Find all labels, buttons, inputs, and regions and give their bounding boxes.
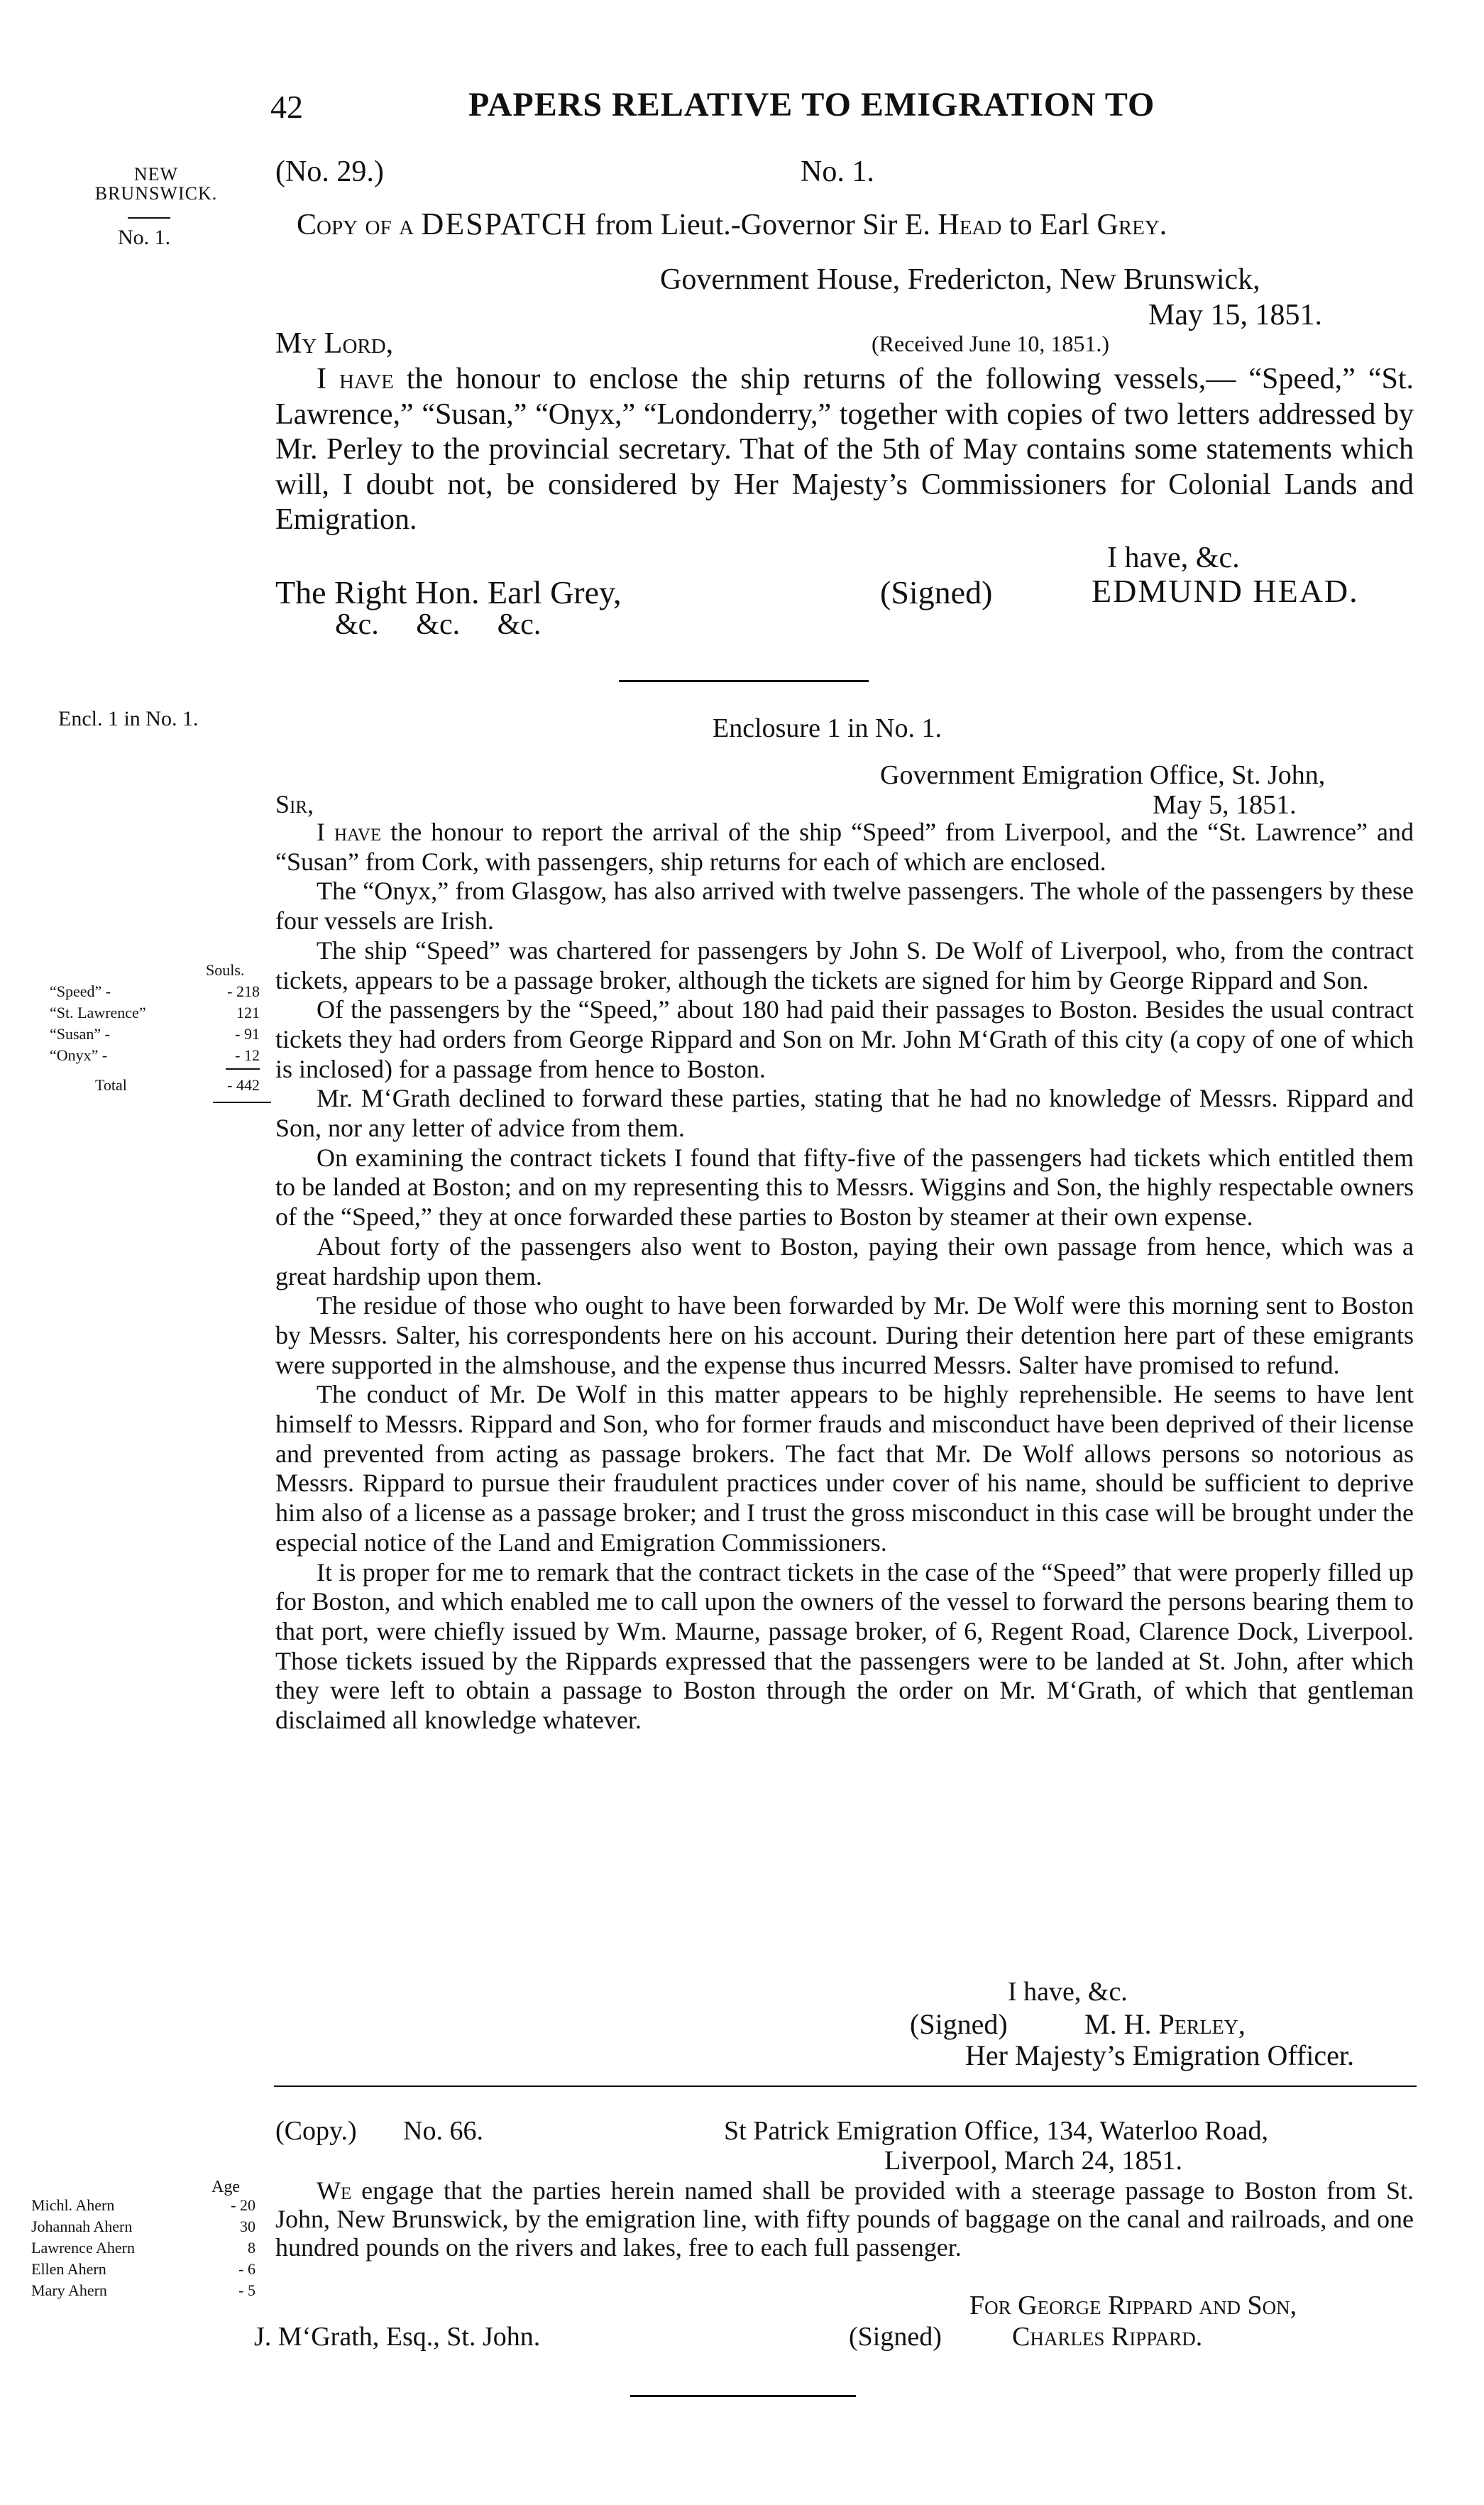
age-table bbox=[31, 2195, 255, 2301]
copy-for-line: For George Rippard and Son, bbox=[969, 2291, 1297, 2320]
souls-end-rule bbox=[213, 1102, 271, 1103]
enclosure-salutation: Sir, bbox=[275, 790, 314, 818]
copy-place-date: Liverpool, March 24, 1851. bbox=[884, 2146, 1183, 2176]
table-row bbox=[50, 1045, 260, 1066]
despatch-body bbox=[275, 362, 1414, 538]
person-age: 8 bbox=[248, 2239, 255, 2257]
total-count: - 442 bbox=[227, 1076, 260, 1094]
person-name: Johannah Ahern bbox=[31, 2218, 133, 2235]
enclosure-signer-title: Her Majesty’s Emigration Officer. bbox=[965, 2039, 1355, 2071]
table-row bbox=[31, 2280, 255, 2301]
enclosure-body bbox=[275, 818, 1414, 1736]
souls-count: - 91 bbox=[235, 1025, 260, 1043]
souls-total bbox=[95, 1075, 260, 1096]
despatch-title bbox=[297, 206, 1167, 242]
copy-number: No. 66. bbox=[403, 2116, 483, 2146]
vessel-name: “Susan” - bbox=[50, 1025, 110, 1043]
enclosure-paragraph: Of the passengers by the “Speed,” about 180 had paid their passages to Boston. Besides the usual contract tickets they had orders from George Rippard and Son on Mr. John M‘Grath of this city (a copy of one of which is inclosed) for a passage from hence to Boston. bbox=[275, 995, 1414, 1083]
despatch-salutation: My Lord, bbox=[275, 327, 394, 360]
side-doc-number: No. 1. bbox=[118, 226, 171, 249]
person-name: Ellen Ahern bbox=[31, 2260, 106, 2278]
table-row bbox=[31, 2195, 255, 2216]
received-date: (Received June 10, 1851.) bbox=[872, 331, 1110, 356]
enclosure-paragraph: About forty of the passengers also went to Boston, paying their own passage from hence, which was a great hardship upon them. bbox=[275, 1232, 1414, 1290]
souls-count: 121 bbox=[236, 1004, 260, 1021]
enclosure-paragraph: It is proper for me to remark that the contract tickets in the case of the “Speed” that were properly filled up for Boston, and which enabled me to call upon the owners of the vessel to forward the persons bearing them to that port, were chiefly issued by Wm. Maurne, passage broker, of 6, Regent Road, Clarence Dock, Liverpool. Those tickets issued by the Rippards expressed that the passengers were to be landed at St. John, after which they were left to obtain a passage to Boston through the order on Mr. M‘Grath, of which that gentleman disclaimed all knowledge whatever. bbox=[275, 1557, 1414, 1735]
table-row bbox=[95, 1075, 260, 1096]
table-row bbox=[50, 1024, 260, 1045]
title-prefix: Copy of a bbox=[297, 209, 414, 241]
p1-text: the honour to report the arrival of the ship “Speed” from Liverpool, and the “St. Lawrence” and “Susan” from Cork, with passengers, ship returns for each of which are enclosed. bbox=[275, 818, 1414, 876]
body-text: the honour to enclose the ship returns of the following vessels,— “Speed,” “St. Lawrence,” “Susan,” “Onyx,” “Londonderry,” together with copies of two letters addressed by Mr. Perley to the provincial secretary. That of the 5th of May contains some statements which will, I doubt not, be considered by Her Majesty’s Commissioners for Colonial Lands and Emigration. bbox=[275, 363, 1414, 536]
enclosure-paragraph: The residue of those who ought to have been forwarded by Mr. De Wolf were this morning sent to Boston by Messrs. Salter, his correspondents here on his account. During their detention here part of these emigrants were supported in the almshouse, and the expense thus incurred Messrs. Salter have promised to refund. bbox=[275, 1291, 1414, 1379]
table-row bbox=[31, 2216, 255, 2237]
total-label: Total bbox=[95, 1076, 127, 1094]
running-title: PAPERS RELATIVE TO EMIGRATION TO bbox=[468, 86, 1155, 124]
side-rule bbox=[128, 217, 170, 219]
despatch-number: No. 1. bbox=[801, 155, 874, 188]
enclosure-paragraph: The “Onyx,” from Glasgow, has also arrived with twelve passengers. The whole of the passengers by these four vessels are Irish. bbox=[275, 877, 1414, 936]
vessel-name: “Onyx” - bbox=[50, 1046, 108, 1064]
person-name: Michl. Ahern bbox=[31, 2196, 115, 2214]
enclosure-date: May 5, 1851. bbox=[1153, 790, 1297, 820]
enclosure-paragraph: Mr. M‘Grath declined to forward these parties, stating that he had no knowledge of Messrs. Rippard and Son, nor any letter of advice from them. bbox=[275, 1084, 1414, 1143]
body-lead: I have bbox=[317, 363, 394, 395]
despatch-addressee: The Right Hon. Earl Grey, bbox=[275, 574, 622, 610]
despatch-address: Government House, Fredericton, New Brunswick, bbox=[660, 263, 1260, 296]
enclosure-side-note: Encl. 1 in No. 1. bbox=[58, 707, 199, 730]
despatch-closing: I have, &c. bbox=[1107, 542, 1240, 574]
title-main: DESPATCH bbox=[421, 207, 588, 241]
person-age: - 20 bbox=[231, 2196, 255, 2214]
page-end-rule bbox=[630, 2395, 856, 2397]
title-mid: from Lieut.-Governor Sir E. bbox=[595, 209, 930, 241]
section-divider bbox=[619, 680, 869, 682]
p1-lead: I have bbox=[317, 818, 382, 846]
enclosure-paragraph: The ship “Speed” was chartered for passengers by John S. De Wolf of Liverpool, who, from the contract tickets, appears to be a passage broker, although the tickets are signed for him by George Rippard and Son. bbox=[275, 936, 1414, 994]
enclosure-signer: M. H. Perley, bbox=[1084, 2008, 1246, 2040]
copy-lead: We bbox=[317, 2176, 352, 2205]
despatch-signer: EDMUND HEAD. bbox=[1092, 573, 1359, 609]
page-number: 42 bbox=[270, 89, 303, 125]
enclosure-paragraph: On examining the contract tickets I found that fifty-five of the passengers had tickets which entitled them to be landed at Boston; and on my representing this to Messrs. Wiggins and Son, the highly respectable owners of the “Speed,” they at once forwarded these parties to Boston by steamer at their own expense. bbox=[275, 1143, 1414, 1232]
vessel-name: “St. Lawrence” bbox=[50, 1004, 146, 1021]
vessel-name: “Speed” - bbox=[50, 982, 111, 1000]
enclosure-signed: (Signed) bbox=[910, 2008, 1008, 2040]
souls-count: - 12 bbox=[235, 1046, 260, 1064]
copy-text: engage that the parties herein named shall be provided with a steerage passage to Boston from St. John, New Brunswick, by the emigration line, with fifty pounds of baggage on the canal and railroads, and one hundred pounds on the rivers and lakes, free to each full passenger. bbox=[275, 2176, 1414, 2262]
province-label: NEW BRUNSWICK. bbox=[94, 164, 218, 204]
copy-office: St Patrick Emigration Office, 134, Waterloo Road, bbox=[724, 2116, 1268, 2146]
souls-sum-rule bbox=[226, 1068, 260, 1070]
table-row bbox=[50, 1002, 260, 1024]
table-row bbox=[50, 981, 260, 1002]
title-head: Head bbox=[938, 209, 1002, 241]
person-age: 30 bbox=[240, 2218, 255, 2235]
despatch-etc: &c. &c. &c. bbox=[335, 608, 542, 641]
person-age: - 5 bbox=[238, 2281, 255, 2299]
enclosure-paragraph: The conduct of Mr. De Wolf in this matter appears to be highly reprehensible. He seems to have lent himself to Messrs. Rippard and Son, who for former frauds and misconduct have been deprived of their license and prevented from acting as passage brokers. The fact that Mr. De Wolf allows persons so notorious as Messrs. Rippard to pursue their fraudulent practices under cover of his name, should be sufficient to deprive him also of a license as a passage broker; and I trust the gross misconduct in this case will be brought under the especial notice of the Land and Emigration Commissioners. bbox=[275, 1380, 1414, 1557]
despatch-signed: (Signed) bbox=[880, 574, 993, 610]
title-grey: Grey. bbox=[1096, 209, 1167, 241]
person-name: Mary Ahern bbox=[31, 2281, 107, 2299]
table-row bbox=[31, 2259, 255, 2280]
copy-signed: (Signed) bbox=[849, 2322, 942, 2352]
despatch-date: May 15, 1851. bbox=[1148, 299, 1322, 331]
enclosure-paragraph bbox=[275, 818, 1414, 877]
title-to: to Earl bbox=[1008, 209, 1089, 241]
person-age: - 6 bbox=[238, 2260, 255, 2278]
souls-table bbox=[50, 981, 260, 1066]
copy-addressee: J. M‘Grath, Esq., St. John. bbox=[254, 2322, 541, 2352]
enclosure-heading: Enclosure 1 in No. 1. bbox=[713, 713, 942, 743]
copy-signer: Charles Rippard. bbox=[1012, 2322, 1203, 2352]
enclosure-closing: I have, &c. bbox=[1008, 1977, 1128, 2007]
section-divider bbox=[274, 2085, 1417, 2087]
copy-body bbox=[275, 2176, 1414, 2262]
souls-count: - 218 bbox=[227, 982, 260, 1000]
souls-label: Souls. bbox=[206, 961, 245, 979]
enclosure-office: Government Emigration Office, St. John, bbox=[880, 760, 1326, 790]
person-name: Lawrence Ahern bbox=[31, 2239, 135, 2257]
copy-label: (Copy.) bbox=[275, 2116, 357, 2146]
paper-number: (No. 29.) bbox=[275, 155, 384, 188]
table-row bbox=[31, 2237, 255, 2259]
age-label: Age bbox=[211, 2178, 240, 2196]
